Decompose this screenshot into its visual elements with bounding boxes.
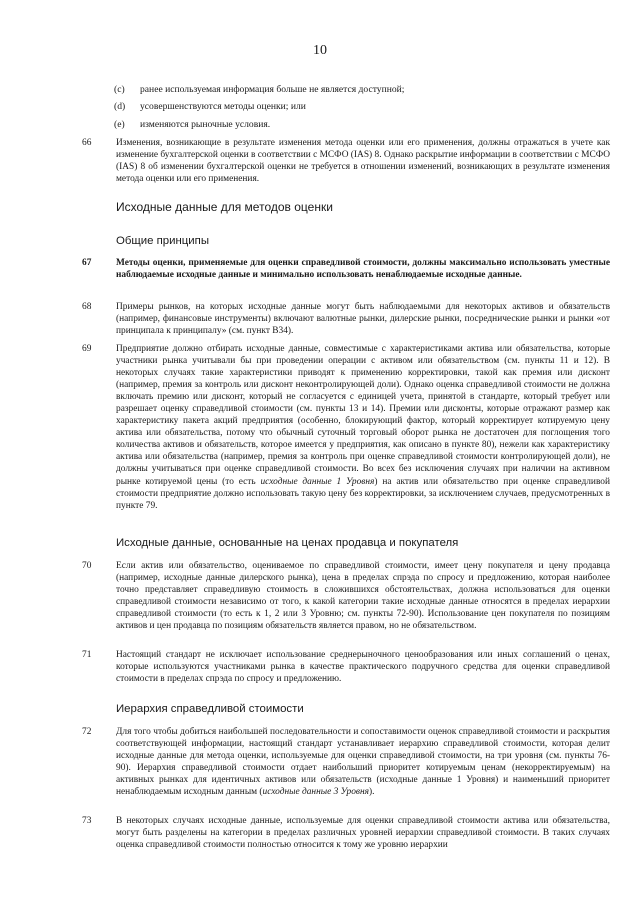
paragraph-text: Методы оценки, применяемые для оценки справедливой стоимости, должны максимально использовать уместные наблюдаемые исходные данные и минимально использовать ненаблюдаемые исходные данные. bbox=[116, 258, 610, 281]
paragraph-text: Изменения, возникающие в результате изменения метода оценки или его применения, должны отражаться в учете как изменение бухгалтерской оценки в соответствии с МСФО (IAS) 8. Однако раскрытие информации в соответствии с МСФО (IAS) 8 об изменении бухгалтерской оценки не требуется в отношении изменений, возникающих в результате изменения метода оценки или его применения. bbox=[116, 138, 610, 185]
paragraph-number: 73 bbox=[82, 816, 92, 826]
list-item-text: изменяются рыночные условия. bbox=[140, 119, 271, 130]
paragraph-text: В некоторых случаях исходные данные, используемые для оценки справедливой стоимости актива или обязательства, могут быть разделены на категории в пределах различных уровней иерархии справедливой стоимости. В таких случаях оценка справедливой стоимости полностью относится к тому же уровню иерархии bbox=[116, 816, 610, 851]
paragraph-text: Примеры рынков, на которых исходные данные могут быть наблюдаемыми для некоторых активов и обязательств (например, финансовые инструменты) включают валютные рынки, дилерские рынки, посреднические рынки и рынки «от принципала к принципалу» (см. пункт В34). bbox=[116, 302, 610, 337]
paragraph-text-part: ) на актив или обязательство при оценке справедливой стоимости предприятие должно использовать такую цену без корректировки, за исключением случаев, предусмотренных в пункте 79. bbox=[116, 476, 611, 511]
paragraph-text: Настоящий стандарт не исключает использование среднерыночного ценообразования или иных соглашений о ценах, которые используются участниками рынка в качестве практического подручного средства для оценки справедливой стоимости в пределах спрэда по спросу и предложению. bbox=[116, 650, 610, 685]
subsection-heading-general-principles: Общие принципы bbox=[116, 235, 210, 247]
paragraph-text-part: Предприятие должно отбирать исходные данные, совместимые с характеристиками актива или обязательства, которые участники рынка учитывали бы при проведении операции с активом или обязательством (см. пункты 11 и 12). В некоторых случаях такие характеристики приводят к применению корректировки, такой как премия или дисконт (например, премия за контроль или дисконт неконтролирующей доли). Однако оценка справедливой стоимости не должна включать премию или дисконт, который не согласуется с единицей учета, принятой в стандарте, который требует или разрешает оценку справедливой стоимости (см. пункты 13 и 14). Премии или дисконты, которые отражают размер как характеристику пакета акций предприятия (особенно, блокирующий фактор, который корректирует котируемую цену актива или обязательства, потому что обычный суточный торговый оборот рынка не достаточен для поглощения того количества активов и обязательств, которое имеется у предприятия, как описано в пункте 80), нежели как характеристику актива или обязательства (например, премия за контроль при оценке справедливой стоимости контролирующей доли), не должны учитываться при оценке справедливой стоимости. Во всех без исключения случаях при наличии на активном рынке котируемой цены (то есть bbox=[116, 344, 610, 487]
list-item-text: ранее используемая информация больше не является доступной; bbox=[140, 84, 405, 95]
section-heading-inputs: Исходные данные для методов оценки bbox=[116, 200, 333, 214]
paragraph-number: 66 bbox=[82, 138, 92, 148]
list-item-text: усовершенствуются методы оценки; или bbox=[140, 101, 306, 112]
subsection-heading-bid-ask: Исходные данные, основанные на ценах продавца и покупателя bbox=[116, 537, 459, 549]
list-item-letter: (c) bbox=[114, 84, 125, 95]
paragraph-number: 72 bbox=[82, 727, 92, 737]
paragraph-number: 67 bbox=[82, 258, 92, 268]
paragraph-number: 71 bbox=[82, 650, 92, 660]
paragraph-text bbox=[116, 726, 610, 798]
paragraph-number: 70 bbox=[82, 561, 92, 571]
paragraph-text: Если актив или обязательство, оцениваемое по справедливой стоимости, имеет цену покупателя и цену продавца (например, исходные данные дилерского рынка), цена в пределах спрэда по спросу и предложению, которая наиболее точно представляет справедливую стоимость в сложившихся обстоятельствах, должна использоваться для оценки справедливой стоимости независимо от того, к какой категории такие исходные данные относятся в пределах иерархии справедливой стоимости (то есть к 1, 2 или 3 Уровню; см. пункты 72-90). Использование цен покупателя по позициям активов и цен продавца по позициям обязательств является правом, но не обязательством. bbox=[116, 561, 610, 632]
paragraph-text bbox=[116, 343, 610, 512]
paragraph-text-part: Для того чтобы добиться наибольшей последовательности и сопоставимости оценок справедливой стоимости и раскрытия соответствующей информации, настоящий стандарт устанавливает иерархию справедливой стоимости, которая делит исходные данные для метода оценки, используемые для оценки справедливой стоимости, на три уровня (см. пункты 76-90). Иерархия справедливой стоимости отдает наибольший приоритет котируемым ценам (некорректируемым) на активных рынках для идентичных активов или обязательств (исходные данные 1 Уровня) и наименьший приоритет ненаблюдаемым исходным данным ( bbox=[116, 727, 610, 798]
page-number: 10 bbox=[313, 43, 327, 58]
paragraph-text-italic: исходные данные 3 Уровня bbox=[262, 787, 369, 798]
paragraph-text-italic: исходные данные 1 Уровня bbox=[260, 476, 375, 487]
paragraph-text-part: ). bbox=[369, 787, 375, 798]
paragraph-number: 69 bbox=[82, 344, 92, 354]
list-item-letter: (e) bbox=[114, 119, 125, 130]
subsection-heading-hierarchy: Иерархия справедливой стоимости bbox=[116, 703, 304, 715]
paragraph-number: 68 bbox=[82, 302, 92, 312]
list-item-letter: (d) bbox=[114, 101, 126, 112]
